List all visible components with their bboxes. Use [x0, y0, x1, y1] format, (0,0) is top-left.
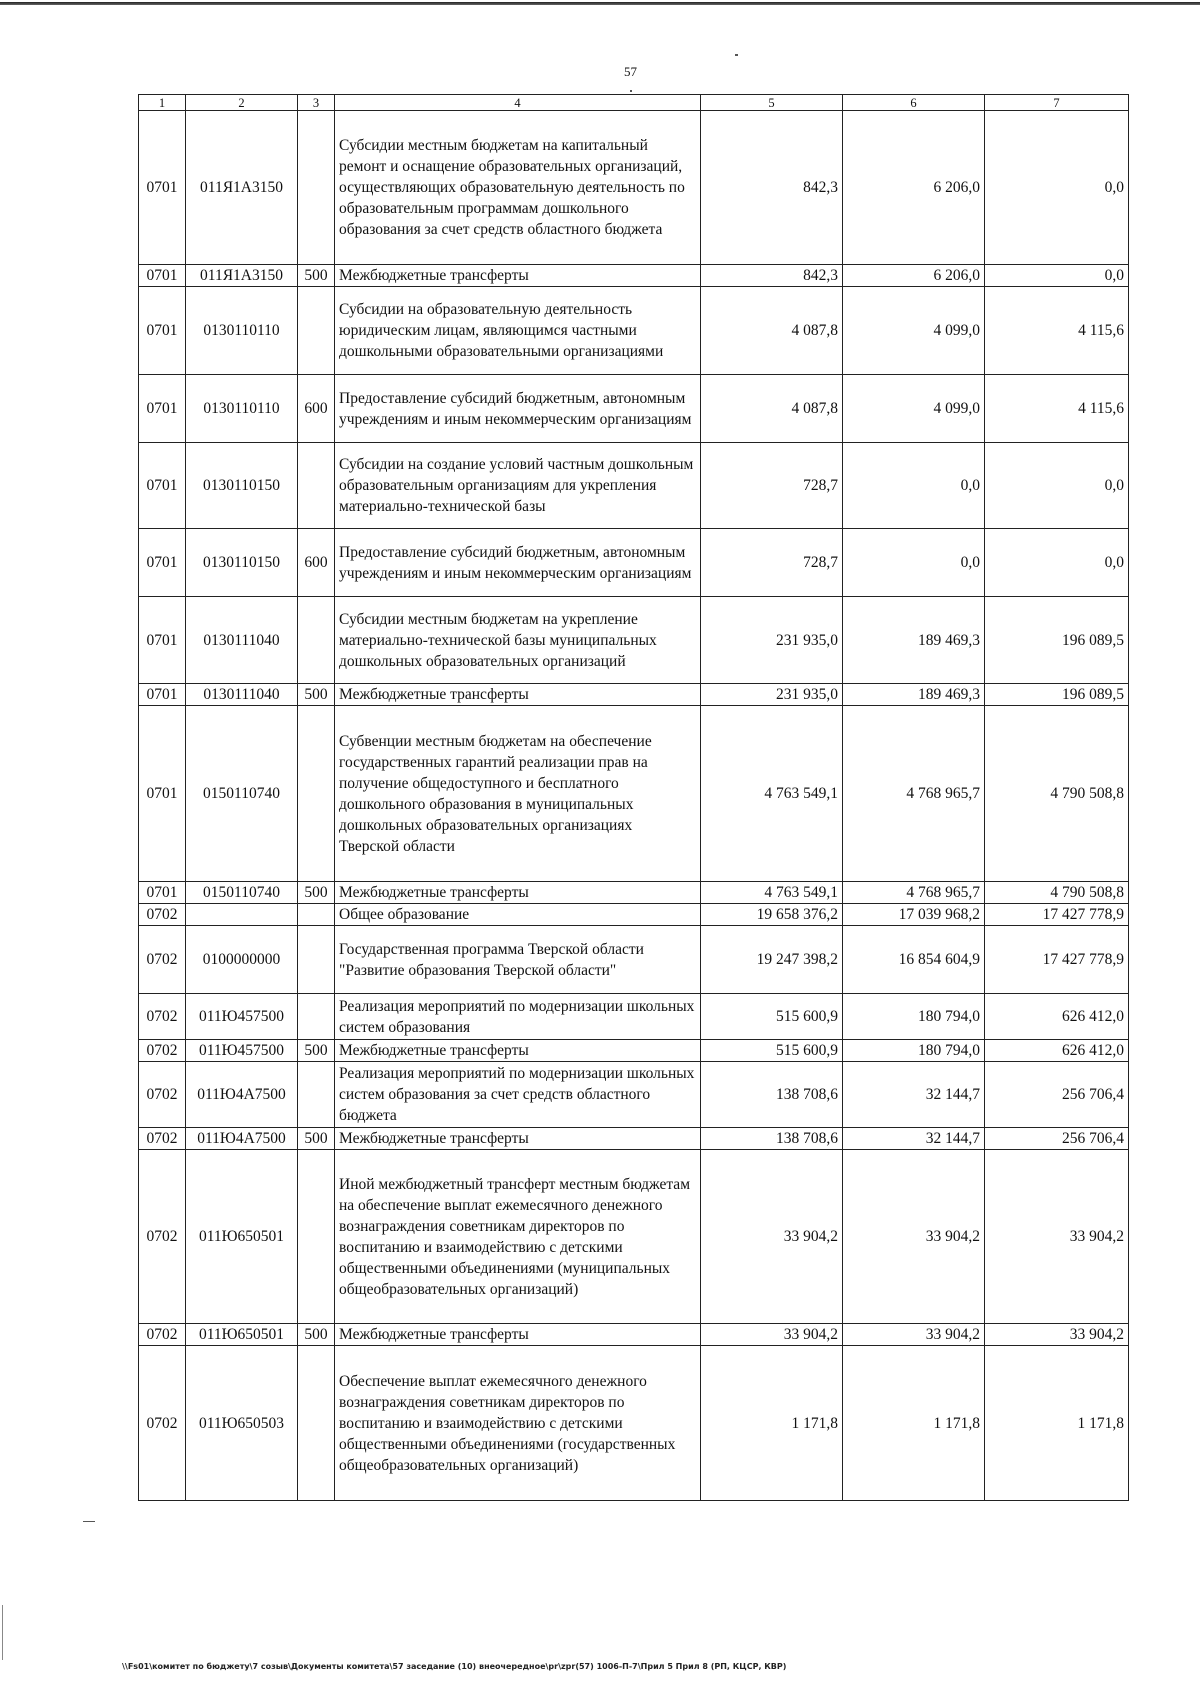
amount-col5: 231 935,0 [701, 684, 843, 706]
amount-col7: 17 427 778,9 [985, 904, 1129, 926]
amount-col7: 0,0 [985, 529, 1129, 597]
expense-type-code: 500 [298, 882, 335, 904]
column-number: 2 [186, 95, 298, 111]
amount-col5: 515 600,9 [701, 994, 843, 1040]
expense-type-code [298, 994, 335, 1040]
section-code: 0702 [139, 1062, 186, 1128]
item-name: Предоставление субсидий бюджетным, автономным учреждениям и иным некоммерческим организациям [335, 375, 701, 443]
target-article-code: 0130110150 [186, 443, 298, 529]
section-code: 0701 [139, 287, 186, 375]
column-number: 3 [298, 95, 335, 111]
item-name: Общее образование [335, 904, 701, 926]
amount-col5: 4 763 549,1 [701, 882, 843, 904]
amount-col6: 6 206,0 [843, 265, 985, 287]
section-code: 0702 [139, 1324, 186, 1346]
item-name: Предоставление субсидий бюджетным, автономным учреждениям и иным некоммерческим организациям [335, 529, 701, 597]
item-name: Межбюджетные трансферты [335, 1040, 701, 1062]
section-code: 0701 [139, 443, 186, 529]
section-code: 0701 [139, 684, 186, 706]
target-article-code: 0130110110 [186, 375, 298, 443]
item-name: Субсидии местным бюджетам на капитальный ремонт и оснащение образовательных организаций, осуществляющих образовательную деятельность по образовательным программам дошкольного образования за счет средств областного бюджета [335, 111, 701, 265]
amount-col5: 33 904,2 [701, 1324, 843, 1346]
amount-col7: 4 790 508,8 [985, 706, 1129, 882]
table-row [139, 994, 1129, 1040]
amount-col5: 231 935,0 [701, 597, 843, 684]
amount-col7: 4 115,6 [985, 287, 1129, 375]
amount-col6: 180 794,0 [843, 1040, 985, 1062]
budget-table [138, 94, 1129, 1501]
expense-type-code [298, 597, 335, 684]
section-code: 0702 [139, 1040, 186, 1062]
amount-col5: 4 763 549,1 [701, 706, 843, 882]
amount-col7: 0,0 [985, 111, 1129, 265]
section-code: 0702 [139, 1128, 186, 1150]
expense-type-code: 500 [298, 684, 335, 706]
amount-col6: 33 904,2 [843, 1324, 985, 1346]
expense-type-code [298, 1150, 335, 1324]
target-article-code: 011Ю650501 [186, 1324, 298, 1346]
item-name: Межбюджетные трансферты [335, 1128, 701, 1150]
table-row [139, 706, 1129, 882]
amount-col7: 626 412,0 [985, 994, 1129, 1040]
amount-col6: 4 768 965,7 [843, 706, 985, 882]
expense-type-code [298, 706, 335, 882]
table-row [139, 265, 1129, 287]
amount-col7: 17 427 778,9 [985, 926, 1129, 994]
section-code: 0701 [139, 882, 186, 904]
amount-col6: 32 144,7 [843, 1128, 985, 1150]
amount-col5: 33 904,2 [701, 1150, 843, 1324]
amount-col7: 196 089,5 [985, 684, 1129, 706]
table-row [139, 1062, 1129, 1128]
table-row [139, 597, 1129, 684]
expense-type-code: 500 [298, 1128, 335, 1150]
target-article-code: 0150110740 [186, 706, 298, 882]
target-article-code: 0100000000 [186, 926, 298, 994]
section-code: 0701 [139, 375, 186, 443]
item-name: Межбюджетные трансферты [335, 265, 701, 287]
target-article-code: 011Я1А3150 [186, 111, 298, 265]
amount-col5: 728,7 [701, 529, 843, 597]
item-name: Субсидии на образовательную деятельность юридическим лицам, являющимся частными дошкольными образовательными организациями [335, 287, 701, 375]
column-number: 5 [701, 95, 843, 111]
amount-col7: 4 790 508,8 [985, 882, 1129, 904]
amount-col6: 4 768 965,7 [843, 882, 985, 904]
expense-type-code: 500 [298, 1040, 335, 1062]
target-article-code: 011Ю457500 [186, 1040, 298, 1062]
amount-col7: 4 115,6 [985, 375, 1129, 443]
table-row [139, 111, 1129, 265]
section-code: 0701 [139, 111, 186, 265]
section-code: 0701 [139, 597, 186, 684]
section-code: 0702 [139, 994, 186, 1040]
table-row [139, 882, 1129, 904]
amount-col5: 138 708,6 [701, 1062, 843, 1128]
section-code: 0701 [139, 529, 186, 597]
column-number: 6 [843, 95, 985, 111]
amount-col6: 189 469,3 [843, 684, 985, 706]
target-article-code: 0130111040 [186, 684, 298, 706]
amount-col5: 4 087,8 [701, 375, 843, 443]
amount-col5: 842,3 [701, 111, 843, 265]
amount-col7: 1 171,8 [985, 1346, 1129, 1501]
section-code: 0702 [139, 904, 186, 926]
scan-speck [630, 90, 632, 92]
table-row [139, 1150, 1129, 1324]
section-code: 0702 [139, 1150, 186, 1324]
target-article-code: 011Ю650503 [186, 1346, 298, 1501]
table-row [139, 926, 1129, 994]
item-name: Межбюджетные трансферты [335, 882, 701, 904]
table-row [139, 1324, 1129, 1346]
expense-type-code: 500 [298, 1324, 335, 1346]
amount-col6: 17 039 968,2 [843, 904, 985, 926]
expense-type-code: 500 [298, 265, 335, 287]
scan-speck [83, 1521, 95, 1522]
expense-type-code [298, 111, 335, 265]
table-row [139, 904, 1129, 926]
table-row [139, 529, 1129, 597]
target-article-code: 0130110110 [186, 287, 298, 375]
section-code: 0702 [139, 926, 186, 994]
amount-col5: 19 247 398,2 [701, 926, 843, 994]
amount-col6: 0,0 [843, 529, 985, 597]
amount-col6: 33 904,2 [843, 1150, 985, 1324]
table-row [139, 287, 1129, 375]
section-code: 0701 [139, 706, 186, 882]
table-row [139, 375, 1129, 443]
scan-margin-mark [2, 1605, 3, 1660]
expense-type-code [298, 904, 335, 926]
amount-col5: 728,7 [701, 443, 843, 529]
item-name: Межбюджетные трансферты [335, 1324, 701, 1346]
amount-col7: 256 706,4 [985, 1128, 1129, 1150]
target-article-code [186, 904, 298, 926]
target-article-code: 011Я1А3150 [186, 265, 298, 287]
table-row [139, 684, 1129, 706]
amount-col6: 32 144,7 [843, 1062, 985, 1128]
amount-col5: 19 658 376,2 [701, 904, 843, 926]
scan-speck [735, 54, 738, 56]
amount-col6: 16 854 604,9 [843, 926, 985, 994]
amount-col5: 4 087,8 [701, 287, 843, 375]
item-name: Реализация мероприятий по модернизации школьных систем образования [335, 994, 701, 1040]
item-name: Государственная программа Тверской области "Развитие образования Тверской области" [335, 926, 701, 994]
column-number-row [139, 95, 1129, 111]
amount-col6: 189 469,3 [843, 597, 985, 684]
expense-type-code [298, 443, 335, 529]
target-article-code: 011Ю457500 [186, 994, 298, 1040]
target-article-code: 011Ю4А7500 [186, 1062, 298, 1128]
amount-col6: 180 794,0 [843, 994, 985, 1040]
item-name: Субвенции местным бюджетам на обеспечение государственных гарантий реализации прав на получение общедоступного и бесплатного дошкольного образования в муниципальных дошкольных образовательных организациях Тверской области [335, 706, 701, 882]
file-path-footer: \\Fs01\комитет по бюджету\7 созыв\Документы комитета\57 заседание (10) внеочередное\pr\zpr(57) 1006-П-7\Прил 5 Прил 8 (РП, КЦСР, КВР) [122, 1662, 787, 1671]
amount-col7: 33 904,2 [985, 1150, 1129, 1324]
column-number: 4 [335, 95, 701, 111]
table-row [139, 1346, 1129, 1501]
amount-col7: 0,0 [985, 265, 1129, 287]
expense-type-code [298, 287, 335, 375]
target-article-code: 0150110740 [186, 882, 298, 904]
section-code: 0702 [139, 1346, 186, 1501]
expense-type-code: 600 [298, 529, 335, 597]
amount-col7: 0,0 [985, 443, 1129, 529]
item-name: Субсидии на создание условий частным дошкольным образовательным организациям для укрепления материально-технической базы [335, 443, 701, 529]
expense-type-code [298, 1062, 335, 1128]
column-number: 1 [139, 95, 186, 111]
amount-col6: 4 099,0 [843, 287, 985, 375]
column-number: 7 [985, 95, 1129, 111]
page-number: 57 [624, 64, 637, 79]
amount-col7: 256 706,4 [985, 1062, 1129, 1128]
amount-col6: 1 171,8 [843, 1346, 985, 1501]
expense-type-code: 600 [298, 375, 335, 443]
table-row [139, 1128, 1129, 1150]
amount-col5: 515 600,9 [701, 1040, 843, 1062]
expense-type-code [298, 926, 335, 994]
amount-col7: 626 412,0 [985, 1040, 1129, 1062]
table-row [139, 1040, 1129, 1062]
item-name: Обеспечение выплат ежемесячного денежного вознаграждения советникам директоров по воспитанию и взаимодействию с детскими общественными объединениями (государственных общеобразовательных организаций) [335, 1346, 701, 1501]
item-name: Субсидии местным бюджетам на укрепление материально-технической базы муниципальных дошкольных образовательных организаций [335, 597, 701, 684]
amount-col6: 6 206,0 [843, 111, 985, 265]
item-name: Иной межбюджетный трансферт местным бюджетам на обеспечение выплат ежемесячного денежного вознаграждения советникам директоров по воспитанию и взаимодействию с детскими общественными объединениями (муниципальных общеобразовательных организаций) [335, 1150, 701, 1324]
target-article-code: 0130111040 [186, 597, 298, 684]
scan-top-edge [0, 2, 1200, 5]
target-article-code: 011Ю650501 [186, 1150, 298, 1324]
amount-col5: 842,3 [701, 265, 843, 287]
target-article-code: 011Ю4А7500 [186, 1128, 298, 1150]
item-name: Межбюджетные трансферты [335, 684, 701, 706]
expense-type-code [298, 1346, 335, 1501]
amount-col6: 0,0 [843, 443, 985, 529]
item-name: Реализация мероприятий по модернизации школьных систем образования за счет средств областного бюджета [335, 1062, 701, 1128]
amount-col6: 4 099,0 [843, 375, 985, 443]
amount-col5: 1 171,8 [701, 1346, 843, 1501]
amount-col7: 196 089,5 [985, 597, 1129, 684]
target-article-code: 0130110150 [186, 529, 298, 597]
amount-col5: 138 708,6 [701, 1128, 843, 1150]
section-code: 0701 [139, 265, 186, 287]
amount-col7: 33 904,2 [985, 1324, 1129, 1346]
table-row [139, 443, 1129, 529]
